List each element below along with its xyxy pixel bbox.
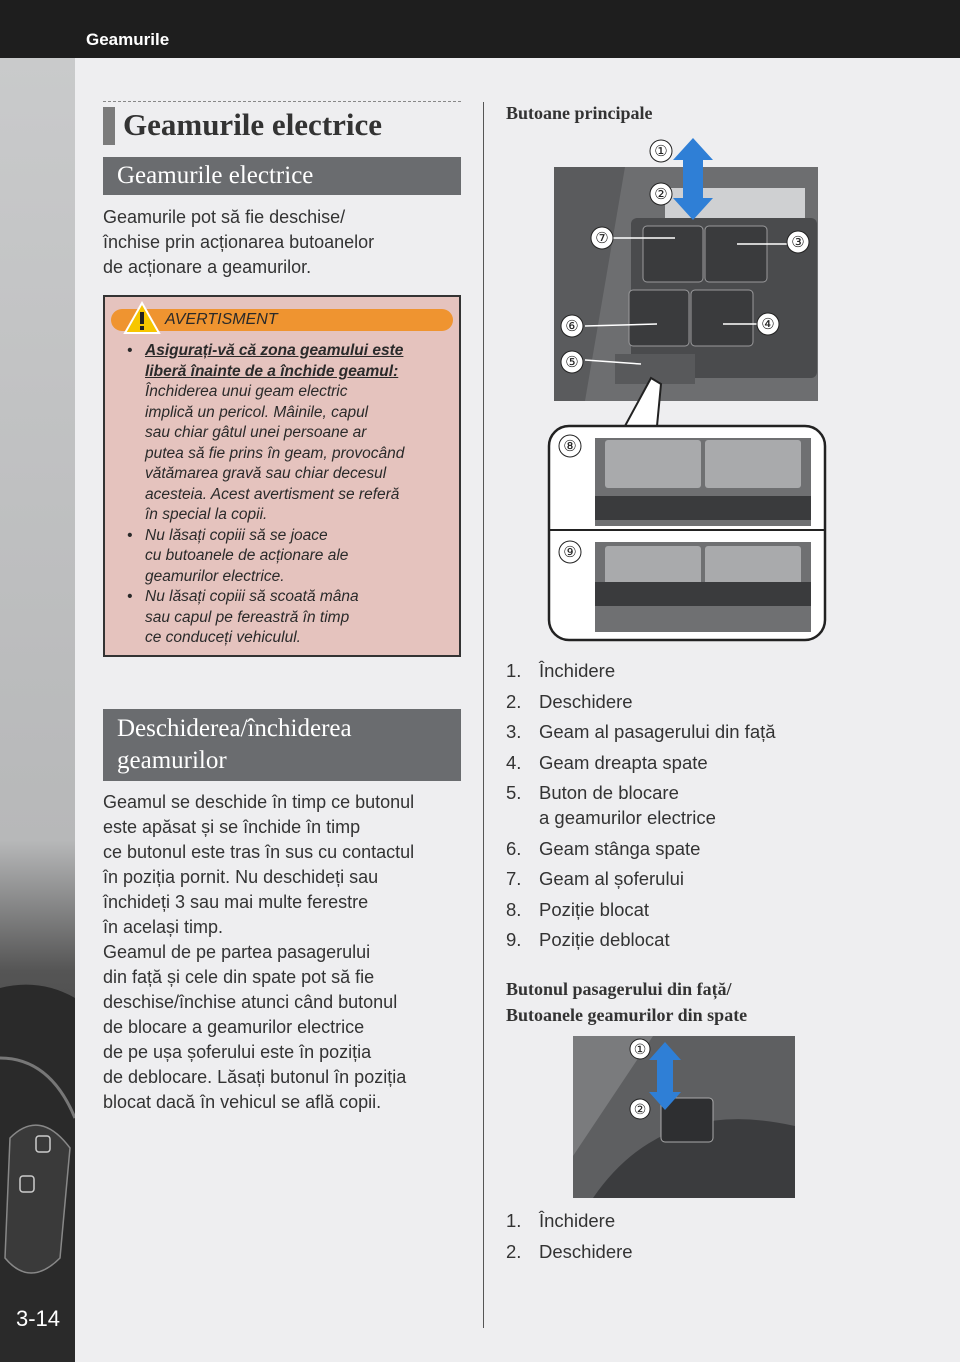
warning-item-text: Închiderea unui geam electric implică un pericol. Mâinile, capul sau chiar gâtul unei persoane ar putea să fie prins în geam, provocând vătămarea gravă sau chiar decesul acesteia. Acest avertisment se referă în special la copii. [145, 383, 405, 523]
warning-box [103, 295, 461, 657]
section1-title: Geamurile electrice [117, 162, 314, 189]
title-bar [103, 107, 115, 145]
list-item: 8. Poziție blocat [506, 898, 650, 920]
callout-2: ② [654, 187, 668, 203]
main-buttons-title: Butoane principale [506, 103, 653, 123]
callout-1: ① [654, 144, 668, 160]
main-buttons-list [506, 658, 916, 958]
list-item: 6. Geam stânga spate [506, 837, 701, 859]
title-rule [103, 101, 461, 102]
warning-label: AVERTISMENT [165, 311, 278, 328]
section2-title: Deschiderea/închiderea geamurilor [117, 715, 352, 774]
section2-text: Geamul se deschide în timp ce butonul este apăsat și se închide în timp ce butonul este tras în sus cu contactul în poziția pornit. Nu deschideți sau închideți 3 sau mai multe ferestre în același timp. Geamul de pe partea pasagerului din față și cele din spate pot să fie deschise/închise atunci când butonul de blocare a geamurilor electrice de pe ușa șoferului este în poziția de deblocare. Lăsați butonul în poziția blocat dacă în vehicul se află copii. [103, 792, 415, 1112]
callout-8: ⑧ [563, 439, 577, 455]
warning-item-text: Nu lăsați copiii să scoată mâna sau capul pe fereastră în timp ce conduceți vehiculul. [145, 588, 359, 646]
warning-header [111, 309, 453, 331]
section-heading-electric-windows [103, 157, 461, 195]
warning-item: • Asigurați-vă că zona geamului este liberă înainte de a închide geamul: Închiderea unui geam electric implică un pericol. Mâinile, capul sau chiar gâtul unei persoane ar putea să fie prins în geam, provocând vătămarea gravă sau chiar decesul acesteia. Acest avertisment se referă în special la copii. [127, 342, 405, 523]
list-item: 5. Buton de blocare a geamurilor electrice [506, 782, 716, 828]
warning-item: • Nu lăsați copiii să scoată mâna sau capul pe fereastră în timp ce conduceți vehiculul. [127, 588, 359, 646]
column-divider [483, 102, 484, 1328]
callout-4: ④ [761, 317, 775, 333]
list-item: 2. Deschidere [506, 1240, 633, 1262]
section-heading-open-close [103, 709, 461, 781]
callout-6: ⑥ [565, 319, 579, 335]
passenger-buttons-list [506, 1208, 916, 1269]
page-header [0, 0, 960, 58]
callout-3: ③ [791, 235, 805, 251]
section1-text: Geamurile pot să fie deschise/ închise prin acționarea butoanelor de acționare a geamurilor. [103, 207, 375, 277]
callout-7: ⑦ [595, 231, 609, 247]
callout-1-passenger: ① [633, 1043, 647, 1058]
list-item: 1. Închidere [506, 1210, 616, 1231]
main-title [103, 105, 463, 145]
page-content [75, 58, 960, 1362]
list-item: 7. Geam al șoferului [506, 868, 684, 889]
list-item: 2. Deschidere [506, 690, 633, 712]
passenger-buttons-title: Butonul pasagerului din față/ Butoanele geamurilor din spate [506, 979, 748, 1025]
list-item: 4. Geam dreapta spate [506, 751, 708, 773]
warning-list [125, 341, 445, 649]
list-item: 9. Poziție deblocat [506, 929, 670, 950]
header-title: Geamurile [86, 30, 170, 49]
main-title-text: Geamurile electrice [123, 107, 383, 142]
warning-item-emphasis: Asigurați-vă că zona geamului este liberă înainte de a închide geamul: [145, 342, 404, 380]
page-number: 3-14 [16, 1306, 61, 1331]
passenger-switch-photo [573, 1036, 795, 1198]
warning-item: • Nu lăsați copiii să se joace cu butoanele de acționare ale geamurilor electrice. [127, 526, 349, 585]
callout-2-passenger: ② [633, 1103, 647, 1118]
callout-9: ⑨ [563, 545, 577, 561]
main-switch-diagram [545, 138, 905, 643]
list-item: 1. Închidere [506, 660, 616, 681]
sidebar-photo [0, 58, 75, 1362]
warning-item-text: Nu lăsați copiii să se joace cu butoanele de acționare ale geamurilor electrice. [145, 526, 349, 585]
door-panel-illustration [0, 58, 75, 1362]
list-item: 3. Geam al pasagerului din față [506, 721, 776, 742]
warning-triangle-icon [123, 301, 161, 335]
callout-5: ⑤ [565, 355, 579, 371]
